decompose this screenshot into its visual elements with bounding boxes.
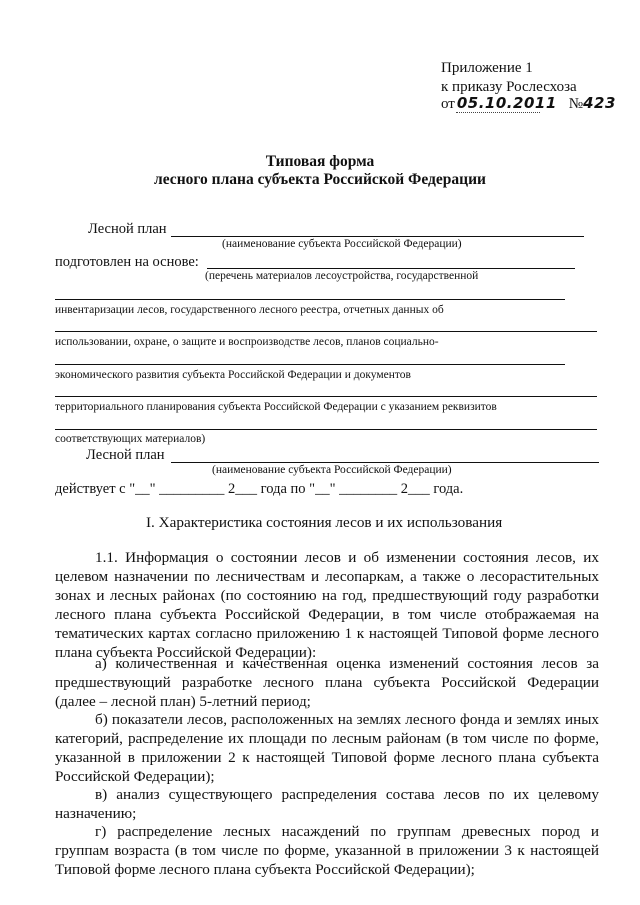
forest-plan-label-2: Лесной план bbox=[86, 447, 165, 463]
appendix-line-3 bbox=[441, 94, 616, 113]
subject-name-line bbox=[171, 236, 584, 237]
paragraph-a: а) количественная и качественная оценка изменений состояния лесов за предшествующий разработке лесного плана субъекта Российской Федерации (далее – лесной план) 5-летний период; bbox=[55, 655, 599, 710]
section-heading: I. Характеристика состояния лесов и их использования bbox=[146, 514, 503, 531]
appendix-line-1: Приложение 1 bbox=[441, 60, 533, 76]
appendix-date-prefix: от bbox=[441, 96, 455, 112]
materials-caption-6: соответствующих материалов) bbox=[55, 433, 206, 445]
materials-line-4 bbox=[55, 396, 597, 397]
materials-caption-1: (перечень материалов лесоустройства, государственной bbox=[205, 270, 479, 282]
paragraph-1-1: 1.1. Информация о состоянии лесов и об изменении состояния лесов, их целевом назначении по лесничествам и лесопаркам, а также о лесорастительных зонах и лесных районах (по состоянию на год, предшествующий году разработки лесного плана субъекта Российской Федерации, в том числе отображаемая на тематических картах согласно приложению 1 к настоящей Типовой форме лесного плана субъекта Российской Федерации): bbox=[55, 549, 599, 661]
prepared-label: подготовлен на основе: bbox=[55, 254, 199, 270]
handwritten-number: 423 bbox=[583, 94, 616, 112]
materials-caption-5: территориального планирования субъекта Российской Федерации с указанием реквизитов bbox=[55, 401, 497, 413]
paragraph-g: г) распределение лесных насаждений по группам древесных пород и группам возраста (в том числе по форме, указанной в приложении 3 к настоящей Типовой форме лесного плана субъекта Российской Федерации); bbox=[55, 823, 599, 878]
forest-plan-label: Лесной план bbox=[88, 221, 167, 237]
date-underline bbox=[456, 112, 540, 113]
subject-caption: (наименование субъекта Российской Федерации) bbox=[222, 238, 462, 250]
materials-line-5 bbox=[55, 429, 597, 430]
subject-name-line-2 bbox=[171, 462, 599, 463]
appendix-line-2: к приказу Рослесхоза bbox=[441, 79, 577, 95]
materials-caption-4: экономического развития субъекта Российской Федерации и документов bbox=[55, 369, 411, 381]
subject-caption-2: (наименование субъекта Российской Федерации) bbox=[212, 464, 452, 476]
valid-period: действует с "__" _________ 2___ года по "__" ________ 2___ года. bbox=[55, 481, 464, 497]
materials-line-0 bbox=[207, 268, 575, 269]
paragraph-b: б) показатели лесов, расположенных на землях лесного фонда и землях иных категорий, распределение их площади по лесным районам (в том числе по форме, указанной в приложении 2 к настоящей Типовой форме лесного плана субъекта Российской Федерации); bbox=[55, 711, 599, 785]
materials-caption-3: использовании, охране, о защите и воспроизводстве лесов, планов социально- bbox=[55, 336, 439, 348]
handwritten-date: 05.10.2011 bbox=[456, 94, 557, 112]
title-line-2: лесного плана субъекта Российской Федерации bbox=[154, 171, 486, 188]
paragraph-v: в) анализ существующего распределения состава лесов по их целевому назначению; bbox=[55, 786, 599, 822]
appendix-number-prefix: № bbox=[568, 96, 584, 112]
materials-line-1 bbox=[55, 299, 565, 300]
materials-caption-2: инвентаризации лесов, государственного лесного реестра, отчетных данных об bbox=[55, 304, 444, 316]
title-line-1: Типовая форма bbox=[265, 153, 375, 170]
materials-line-3 bbox=[55, 364, 565, 365]
materials-line-2 bbox=[55, 331, 597, 332]
